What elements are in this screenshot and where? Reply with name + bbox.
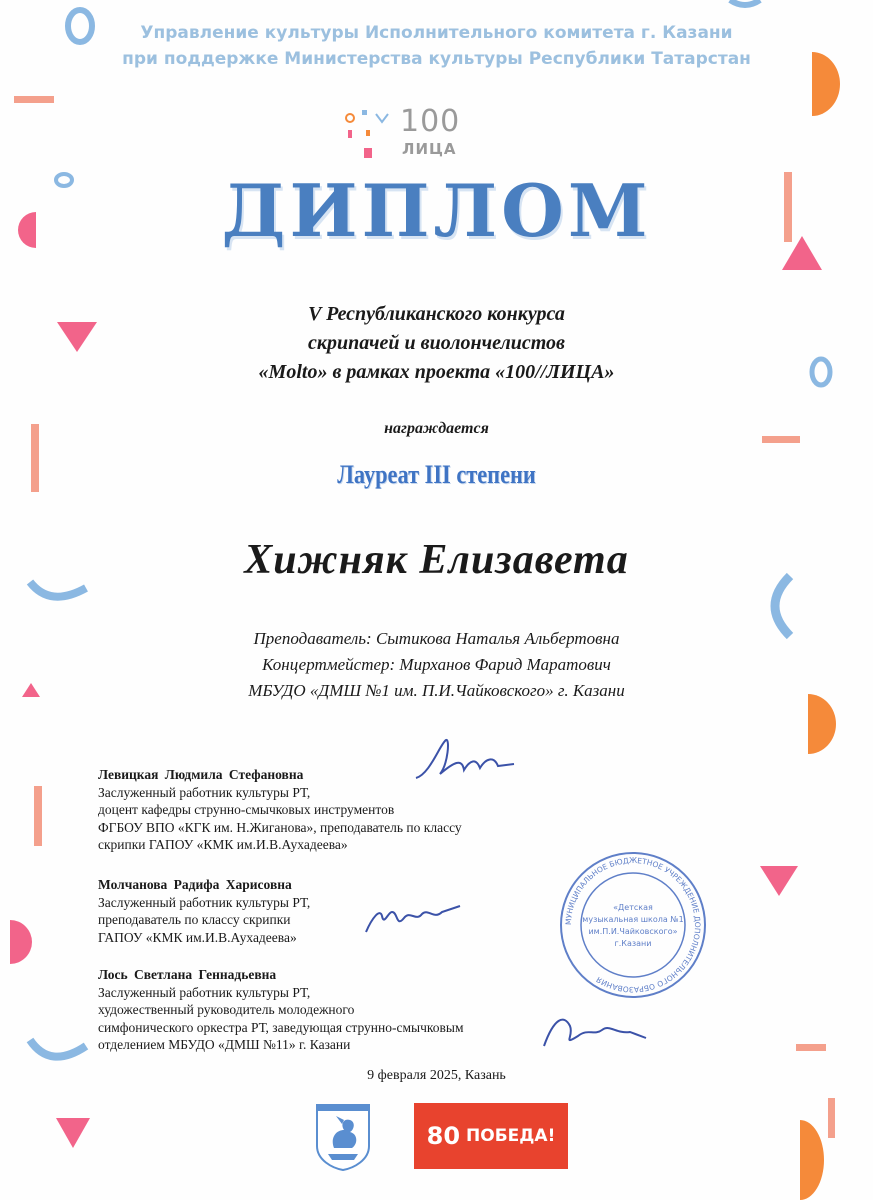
signatory-1-line-1: Заслуженный работник культуры РТ, [98,784,311,800]
stamp-ring-text: МУНИЦИПАЛЬНОЕ БЮДЖЕТНОЕ УЧРЕЖДЕНИЕ ДОПОЛНИТЕЛЬНОГО ОБРАЗОВАНИЯ [563,855,703,995]
subtitle-line-1: V Республиканского конкурса [308,303,565,325]
stamp-text-2: музыкальная школа №1 [582,915,684,924]
deco-arc-left [30,582,86,597]
signatory-1-line-2: доцент кафедры струнно-смычковых инструментов [98,802,395,817]
subtitle-line-3: «Molto» в рамках проекта «100//ЛИЦА» [258,361,615,383]
signature-2 [362,898,472,938]
deco-arc-bottom-left [30,1040,86,1057]
signature-3 [540,1006,650,1056]
deco-arc-top-right [730,0,760,5]
badge-text: ПОБЕДА! [466,1126,556,1146]
badge-number: 80 [426,1122,461,1150]
signatory-1-line-3: ФГБОУ ВПО «КГК им. Н.Жиганова», преподаватель по классу [98,819,462,835]
signatory-2-line-1: Заслуженный работник культуры РТ, [98,894,311,910]
teachers-block [0,626,873,704]
deco-bar-bottom-right [828,1098,835,1138]
issuer-line-2: при поддержке Министерства культуры Республики Татарстан [122,49,751,69]
deco-bar-right-low [796,1044,826,1051]
issuer-header [0,20,873,72]
laureate-degree: Лауреат III степени [337,460,536,489]
issuer-line-1: Управление культуры Исполнительного комитета г. Казани [140,23,733,43]
project-logo [342,104,472,160]
diploma-title: ДИПЛОМ [221,168,652,253]
kazan-coat-of-arms-icon [314,1102,372,1172]
accompanist-line: Концертмейстер: Мирханов Фарид Маратович [262,655,611,674]
deco-triangle-down-right [760,866,798,896]
signature-1 [410,734,530,784]
teacher-line: Преподаватель: Сытикова Наталья Альбертовна [253,629,620,648]
signatory-3-name: Лось Светлана Геннадьевна [98,967,277,982]
logo-word: ЛИЦА [402,140,457,158]
deco-triangle-bottom-left [56,1118,90,1148]
logo-marks-icon [342,108,398,164]
signatory-3-line-2: художественный руководитель молодежного [98,1002,355,1017]
signatory-3-line-4: отделением МБУДО «ДМШ №11» г. Казани [98,1037,351,1052]
signatory-1-name: Левицкая Людмила Стефановна [98,767,304,782]
issue-date: 9 февраля 2025, Казань [367,1068,506,1083]
recipient-name: Хижняк Елизавета [244,537,629,583]
logo-number: 100 [400,104,461,139]
school-line: МБУДО «ДМШ №1 им. П.И.Чайковского» г. Казани [248,681,625,700]
signatory-1 [98,766,462,854]
competition-subtitle [0,300,873,387]
awarded-label: награждается [384,420,489,437]
victory-80-badge [414,1103,568,1169]
svg-text:МУНИЦИПАЛЬНОЕ БЮДЖЕТНОЕ УЧРЕЖД [564,856,702,994]
stamp-text-1: «Детская [613,903,653,912]
signatory-2-line-3: ГАПОУ «КМК им.И.В.Аухадеева» [98,929,297,945]
deco-half-disc-right-bottom [800,1120,824,1200]
signatory-2 [98,876,310,946]
signatory-2-line-2: преподаватель по классу скрипки [98,912,291,927]
official-stamp [558,850,708,1000]
signatory-1-line-4: скрипки ГАПОУ «КМК им.И.В.Аухадеева» [98,837,348,852]
signatory-2-name: Молчанова Радифа Харисовна [98,877,292,892]
deco-bar-top-left [14,96,54,103]
signatory-3 [98,966,464,1054]
stamp-text-4: г.Казани [614,939,652,948]
signatory-3-line-1: Заслуженный работник культуры РТ, [98,984,311,1000]
signatory-3-line-3: симфонического оркестра РТ, заведующая струнно-смычковым [98,1019,464,1035]
deco-half-disc-left [10,920,32,964]
stamp-text-3: им.П.И.Чайковского» [588,927,678,936]
deco-bar-left-mid [34,786,42,846]
subtitle-line-2: скрипачей и виолончелистов [308,332,565,354]
